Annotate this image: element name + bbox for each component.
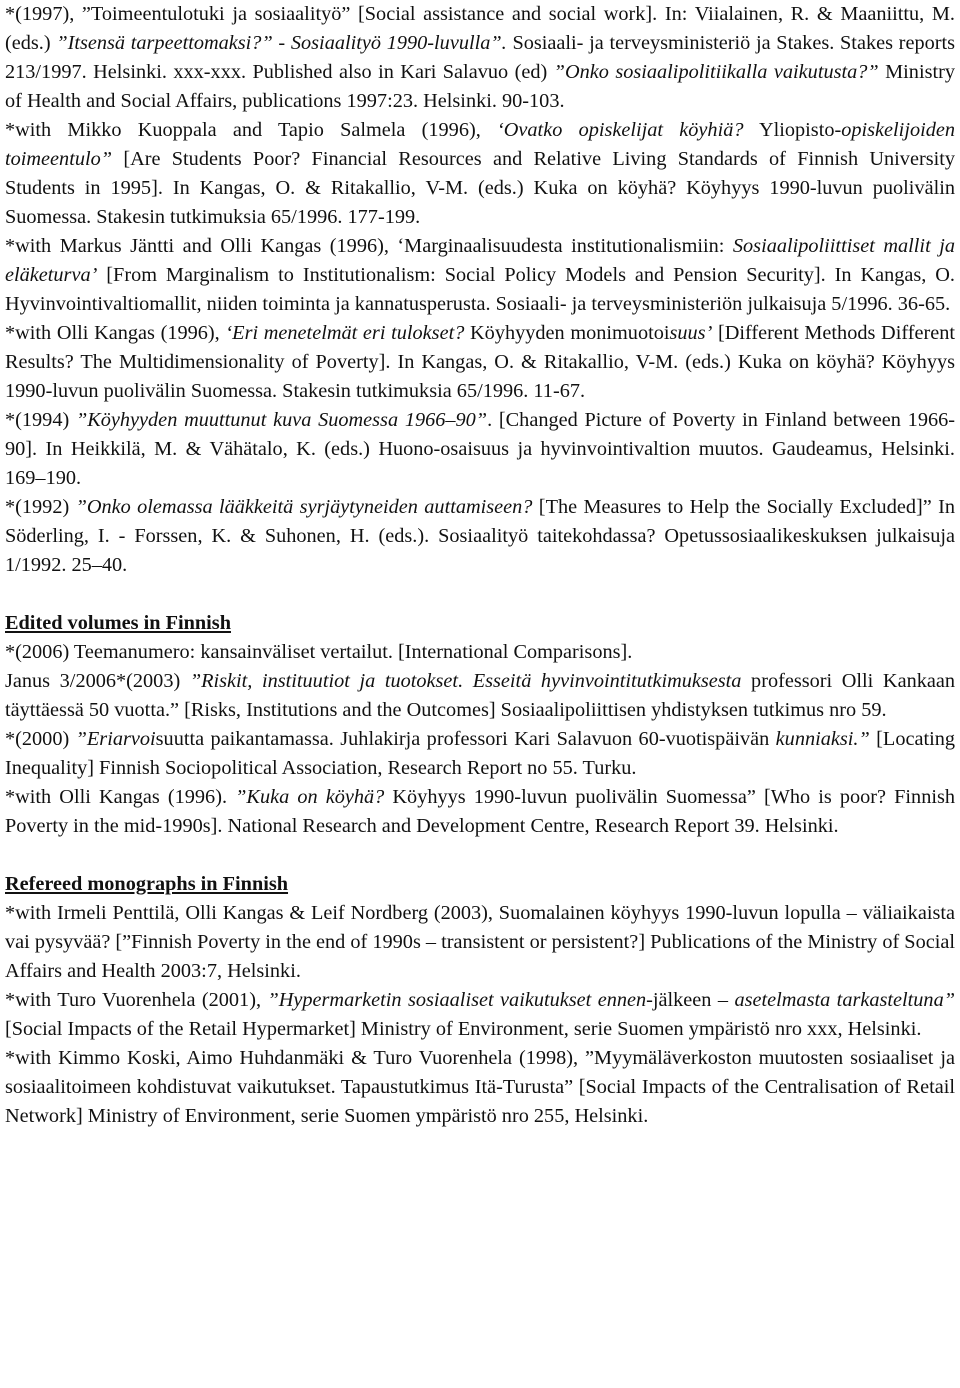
bibliography-entry xyxy=(5,493,955,580)
bibliography-entry xyxy=(5,783,955,841)
entry-text: suutta paikantamassa. Juhlakirja professori Kari Salavuon 60-vuotispäivän xyxy=(155,728,776,750)
italic-title-text: Sosiaalipoliittiset mallit ja eläketurva’ xyxy=(5,235,955,286)
section-heading: Edited volumes in Finnish xyxy=(5,612,231,634)
bibliography-entry xyxy=(5,899,955,986)
italic-title-text: ‘Eri menetelmät eri tulokset? xyxy=(225,322,465,344)
entry-text: [Locating Inequality] Finnish Sociopolitical Association, Research Report no 55. Turku. xyxy=(5,728,956,779)
entry-text: Ministry of Health and Social Affairs, publications 1997:23. Helsinki. 90-103. xyxy=(5,61,956,112)
entry-text: *with Mikko Kuoppala and Tapio Salmela (1996), xyxy=(5,119,498,141)
entry-text: *(1997), ”Toimeentulotuki ja sosiaalityö” [Social assistance and social work]. In: Viialainen, R. & Maaniittu, M. (eds.) xyxy=(5,3,955,54)
italic-title-text: ”Riskit, instituutiot ja tuotokset. Esseitä hyvinvointitutkimuksesta xyxy=(189,670,742,692)
entry-text: [From Marginalism to Institutionalism: Social Policy Models and Pension Security]. In Kangas, O. Hyvinvointivaltiomallit, niiden toiminta ja kannatusperusta. Sosiaali- ja terveysministeriön julkaisuja 5/1996. 36-65. xyxy=(5,264,955,315)
document-page xyxy=(5,0,955,1131)
italic-title-text: ”Eriarvoi xyxy=(75,728,156,750)
entry-text: *with Markus Jäntti and Olli Kangas (1996), ‘Marginaalisuudesta institutionalismiin: xyxy=(5,235,733,257)
entry-text: Köyhyyden monimuotoi xyxy=(464,322,670,344)
entry-text: [Social Impacts of the Retail Hypermarket] Ministry of Environment, serie Suomen ympäristö nro xxx, Helsinki. xyxy=(5,1018,922,1040)
entry-text: professori Olli Kankaan täyttäessä 50 vuotta.” [Risks, Institutions and the Outcomes] Sosiaalipoliittisen yhdistyksen tutkimus nro 59. xyxy=(5,670,955,721)
italic-title-text: opiskelijoiden toimeentulo” xyxy=(5,119,956,170)
entry-text: *(2000) xyxy=(5,728,76,750)
section-gap xyxy=(5,580,955,609)
italic-title-text: ”Kuka on köyhä? xyxy=(235,786,385,808)
bibliography-entry xyxy=(5,725,955,783)
bibliography-entry xyxy=(5,406,955,493)
bibliography-entry xyxy=(5,0,955,116)
entry-text: . [Changed Picture of Poverty in Finland between 1966-90]. In Heikkilä, M. & Vähätalo, K. (eds.) Huono-osaisuus ja hyvinvointivaltion muutos. Gaudeamus, Helsinki. 169–190. xyxy=(5,409,955,489)
entry-text: [Are Students Poor? Financial Resources and Relative Living Standards of Finnish University Students in 1995]. In Kangas, O. & Ritakallio, V-M. (eds.) Kuka on köyhä? Köyhyys 1990-luvun puolivälin Suomessa. Stakesin tutkimuksia 65/1996. 177-199. xyxy=(5,148,955,228)
italic-title-text: ”Itsensä tarpeettomaksi?” - Sosiaalityö 1990-luvulla”. xyxy=(56,32,507,54)
entry-text: *with Kimmo Koski, Aimo Huhdanmäki & Turo Vuorenhela (1998), ”Myymäläverkoston muutosten sosiaaliset ja sosiaalitoimeen kohdistuvat vaikutukset. Tapaustutkimus Itä-Turusta” [Social Impacts of the Centralisation of Retail Network] Ministry of Environment, serie Suomen ympäristö nro 255, Helsinki. xyxy=(5,1047,955,1127)
entry-text: *(1992) xyxy=(5,496,76,518)
italic-title-text: ”Onko sosiaalipolitiikalla vaikutusta?” xyxy=(553,61,879,83)
entry-text: [Different Methods Different Results? The Multidimensionality of Poverty]. In Kangas, O. & Ritakallio, V-M. (eds.) Kuka on köyhä? Köyhyys 1990-luvun puolivälin Suomessa. Stakesin tutkimuksia 65/1996. 11-67. xyxy=(5,322,956,402)
entry-text: -jälkeen – xyxy=(646,989,735,1011)
entry-text: Sosiaali- ja terveysministeriö ja Stakes. Stakes reports 213/1997. Helsinki. xxx-xxx. Published also in Kari Salavuo (ed) xyxy=(5,32,956,83)
entry-text: [The Measures to Help the Socially Excluded]” In Söderling, I. - Forssen, K. & Suhonen, H. (eds.). Sosiaalityö taitekohdassa? Opetussosiaalikeskuksen julkaisuja 1/1992. 25–40. xyxy=(5,496,955,576)
italic-title-text: ”Hypermarketin sosiaaliset vaikutukset ennen xyxy=(267,989,647,1011)
section-heading: Refereed monographs in Finnish xyxy=(5,873,289,895)
bibliography-entry xyxy=(5,986,955,1044)
italic-title-text: ”Onko olemassa lääkkeitä syrjäytyneiden auttamiseen? xyxy=(75,496,533,518)
italic-title-text: ”Köyhyyden muuttunut kuva Suomessa 1966–90” xyxy=(75,409,488,431)
entry-text: *(2006) Teemanumero: kansainväliset vertailut. [International Comparisons]. xyxy=(5,641,633,663)
italic-title-text: kunniaksi.” xyxy=(775,728,870,750)
italic-title-text: ‘Ovatko opiskelijat köyhiä? xyxy=(497,119,744,141)
entry-text: *with Olli Kangas (1996), xyxy=(5,322,226,344)
entry-text: *with Turo Vuorenhela (2001), xyxy=(5,989,268,1011)
entry-text: *(1994) xyxy=(5,409,76,431)
entry-text: Janus 3/2006*(2003) xyxy=(5,670,190,692)
bibliography-entry xyxy=(5,667,955,725)
bibliography-entry xyxy=(5,319,955,406)
italic-title-text: asetelmasta tarkasteltuna” xyxy=(734,989,955,1011)
section-gap xyxy=(5,841,955,870)
bibliography-entry xyxy=(5,116,955,232)
italic-title-text: suus’ xyxy=(669,322,713,344)
entry-text: Köyhyys 1990-luvun puolivälin Suomessa” [Who is poor? Finnish Poverty in the mid-1990s]. National Research and Development Centre, Research Report 39. Helsinki. xyxy=(5,786,956,837)
entry-text: Yliopisto- xyxy=(743,119,842,141)
bibliography-entry xyxy=(5,1044,955,1131)
entry-text: *with Irmeli Penttilä, Olli Kangas & Leif Nordberg (2003), Suomalainen köyhyys 1990-luvun lopulla – väliaikaista vai pysyvää? [”Finnish Poverty in the end of 1990s – transistent or persistent?] Publications of the Ministry of Social Affairs and Health 2003:7, Helsinki. xyxy=(5,902,955,982)
bibliography-entry xyxy=(5,638,955,667)
entry-text: *with Olli Kangas (1996). xyxy=(5,786,236,808)
bibliography-entry xyxy=(5,232,955,319)
